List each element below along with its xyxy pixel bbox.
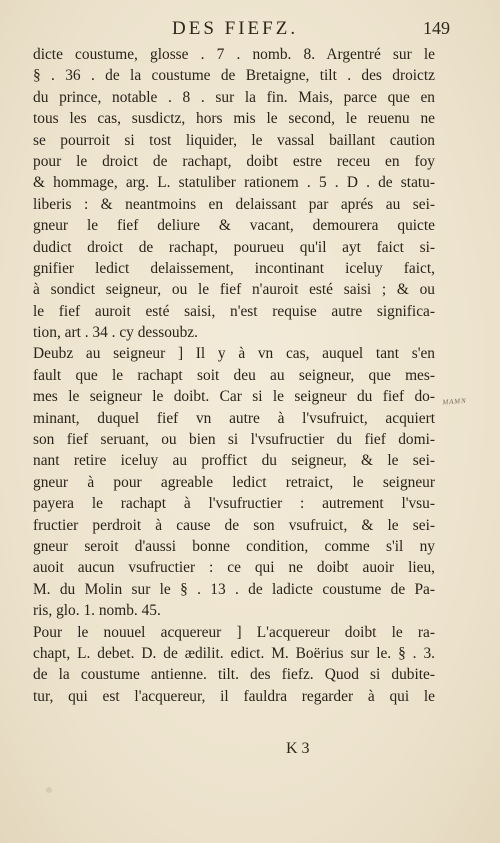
text-line: son fief seruant, ou bien si l'vsufructier du fief domi-	[33, 431, 435, 449]
text-line: ris, glo. 1. nomb. 45.	[33, 602, 161, 620]
text-line: à sondict seigneur, ou le fief n'auroit esté saisi ; & ou	[33, 281, 435, 299]
page-header	[60, 18, 450, 44]
signature-mark: K 3	[286, 740, 310, 757]
text-line: mes le seigneur le doibt. Car si le seigneur du fief do-	[33, 388, 435, 406]
text-line: gneur le fief deliure & vacant, demourera quicte	[33, 217, 435, 235]
text-line: Pour le nouuel acquereur ] L'acquereur doibt le ra-	[33, 623, 435, 641]
text-line: le fief auroit esté saisi, n'est requise autre significa-	[33, 302, 435, 320]
text-line: du prince, notable . 8 . sur la fin. Mais, parce que en	[33, 88, 435, 106]
text-line: gnifier ledict delaissement, incontinant iceluy faict,	[33, 259, 435, 277]
text-line: fructier perdroit à cause de son vsufruict, & le sei-	[33, 516, 435, 534]
text-line: nant retire iceluy au proffict du seigneur, & le sei-	[33, 452, 435, 470]
text-line: gneur seroit d'aussi bonne condition, comme s'il ny	[33, 537, 435, 555]
margin-annotation: ᴹᴬᴹᴺ	[441, 395, 467, 411]
text-line: tous les cas, susdictz, hors mis le second, le reuenu ne	[33, 110, 435, 128]
text-line: dudict droict de rachapt, pourueu qu'il ayt faict si-	[33, 238, 435, 256]
text-line: liberis : & neantmoins en delaissant par aprés au sei-	[33, 195, 435, 213]
running-title: DES FIEFZ.	[172, 18, 299, 39]
text-line: dicte coustume, glosse . 7 . nomb. 8. Argentré sur le	[33, 46, 435, 63]
text-line: se pourroit si tost liquider, le vassal baillant caution	[33, 131, 435, 149]
text-line: gneur à pour agreable ledict retraict, le seigneur	[33, 473, 435, 491]
text-line: tur, qui est l'acquereur, il fauldra regarder à qui le	[33, 687, 435, 705]
text-line: M. du Molin sur le § . 13 . de ladicte coustume de Pa-	[33, 580, 435, 598]
page-number: 149	[423, 18, 450, 38]
text-line: minant, duquel fief vn autre à l'vsufruict, acquiert	[33, 409, 435, 427]
text-line: § . 36 . de la coustume de Bretaigne, tilt . des droictz	[33, 67, 435, 85]
text-line: chapt, L. debet. D. de ædilit. edict. M. Boërius sur le. § . 3.	[33, 644, 435, 662]
text-line: auoit aucun vsufructier : ce qui ne doibt auoir lieu,	[33, 559, 435, 577]
ink-smudge	[46, 787, 52, 793]
body-text	[33, 44, 435, 707]
text-line: fault que le rachapt soit deu au seigneur, que mes-	[33, 366, 435, 384]
text-line: payera le rachapt à l'vsufructier : autrement l'vsu-	[33, 495, 435, 513]
text-line: & hommage, arg. L. statuliber rationem . 5 . D . de statu-	[33, 174, 435, 192]
text-line: Deubz au seigneur ] Il y à vn cas, auquel tant s'en	[33, 345, 435, 363]
text-line: tion, art . 34 . cy dessoubz.	[33, 324, 198, 342]
text-line: de la coustume antienne. tilt. des fiefz. Quod si dubite-	[33, 666, 435, 684]
text-line: pour le droict de rachapt, doibt estre receu en foy	[33, 152, 435, 170]
